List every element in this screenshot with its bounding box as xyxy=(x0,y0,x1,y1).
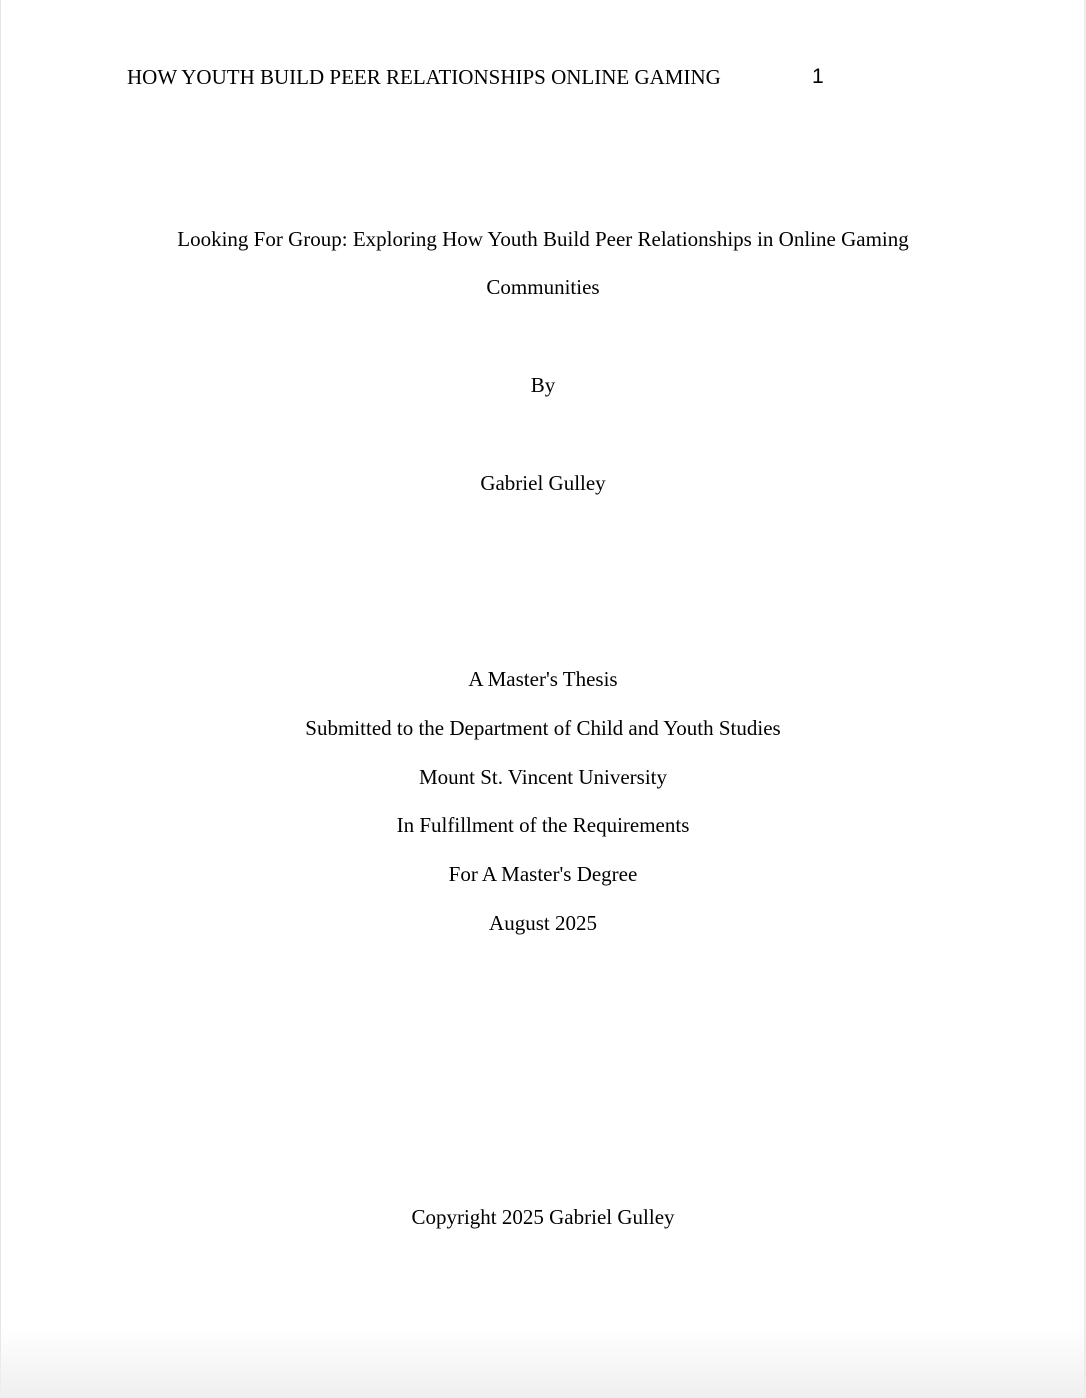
running-head: HOW YOUTH BUILD PEER RELATIONSHIPS ONLINE GAMING xyxy=(127,65,721,89)
title-line-1: Looking For Group: Exploring How Youth Build Peer Relationships in Online Gaming xyxy=(177,227,909,251)
fulfillment-line: In Fulfillment of the Requirements xyxy=(396,813,690,837)
title-line-2: Communities xyxy=(486,275,600,299)
date-line: August 2025 xyxy=(489,911,597,935)
degree-line: For A Master's Degree xyxy=(448,862,638,886)
bottom-shadow xyxy=(0,1328,1086,1398)
copyright-line: Copyright 2025 Gabriel Gulley xyxy=(411,1205,675,1229)
degree-type: A Master's Thesis xyxy=(468,667,618,691)
university-line: Mount St. Vincent University xyxy=(418,765,667,789)
department-line: Submitted to the Department of Child and Youth Studies xyxy=(305,716,781,740)
author-name: Gabriel Gulley xyxy=(480,471,606,495)
page-number: 1 xyxy=(812,65,824,88)
byline-by: By xyxy=(530,373,556,397)
